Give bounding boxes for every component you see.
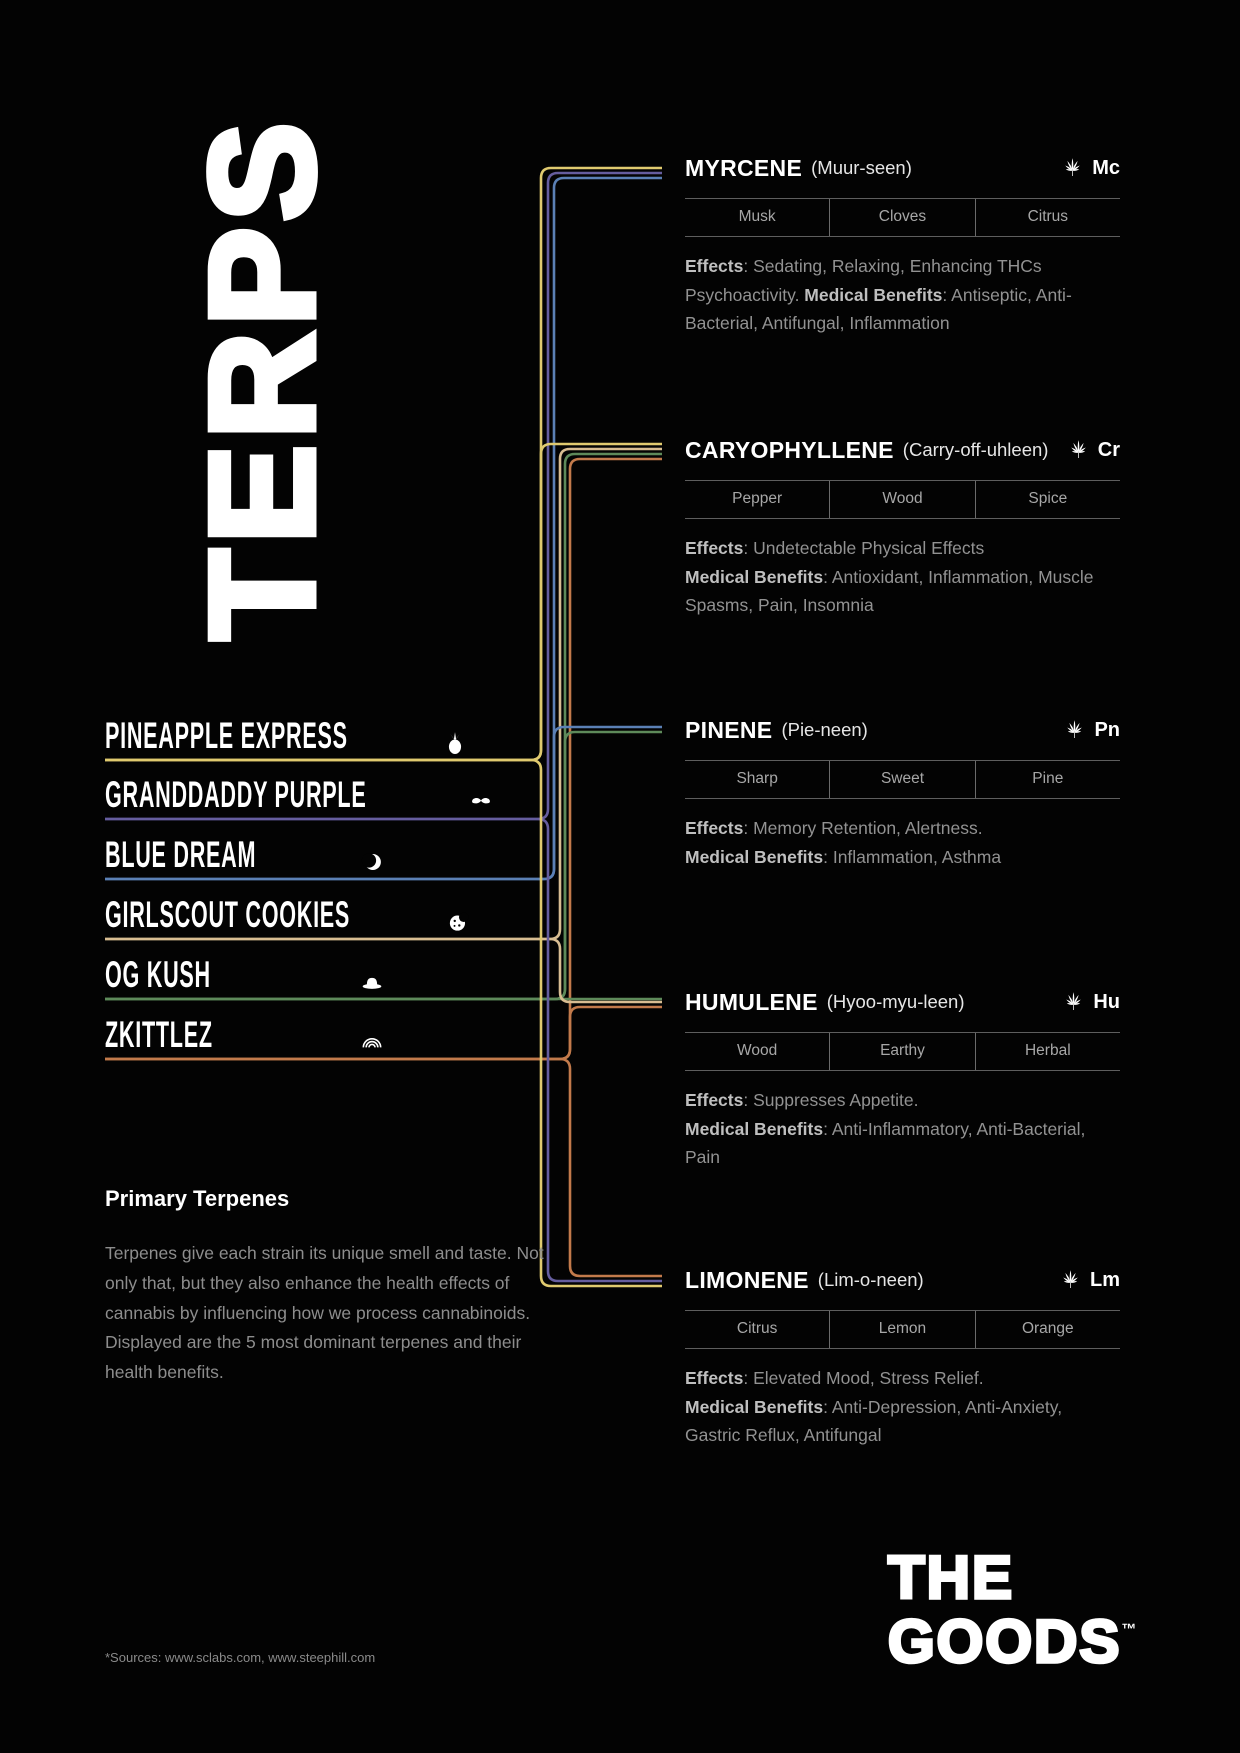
strain-label-blue-dream: BLUE DREAM [105,834,257,876]
about-block [105,1186,550,1388]
terpene-header [685,428,1120,472]
poster-title [98,116,428,640]
flavor-table-limonene [685,1310,1120,1349]
flavor-cell-pinene-2: Pine [975,761,1120,798]
strain-label-granddaddy-purple: GRANDDADDY PURPLE [105,774,367,816]
terpene-section-pinene [685,708,1120,871]
effects-label: Effects [685,538,744,558]
flavor-cell-myrcene-1: Cloves [829,199,974,236]
terpene-pronunciation: (Carry-off-uhleen) [902,439,1049,460]
pineapple-icon [442,730,468,756]
cannabis-leaf-icon [1060,156,1085,181]
strain-label-zkittlez: ZKITTLEZ [105,1014,213,1056]
strain-label-pineapple-express: PINEAPPLE EXPRESS [105,715,348,757]
crescent-moon-icon [359,849,385,875]
terpene-symbol [1061,980,1120,1024]
terpene-abbreviation: Cr [1097,438,1120,461]
flavor-table-caryophyllene [685,480,1120,519]
flavor-cell-limonene-1: Lemon [829,1311,974,1348]
strain-row-zkittlez [105,1011,385,1057]
terpene-symbol [1060,146,1120,190]
cannabis-leaf-icon [1061,990,1086,1015]
about-heading: Primary Terpenes [105,1186,290,1211]
flavor-cell-myrcene-0: Musk [738,208,776,225]
flavor-cell-myrcene-2: Citrus [975,199,1120,236]
terpene-name: CARYOPHYLLENE [685,436,894,463]
rainbow-icon [359,1029,385,1055]
trademark-symbol: ™ [1121,1621,1137,1638]
cannabis-leaf-icon [1062,718,1087,743]
strain-label-girlscout-cookies: GIRLSCOUT COOKIES [105,894,351,936]
terpene-section-humulene [685,980,1120,1172]
cannabis-leaf-icon [1066,438,1091,463]
terpene-header [685,1258,1120,1302]
flavor-cell-humulene-1: Earthy [829,1033,974,1070]
terpene-name: PINENE [685,716,773,743]
flavor-table-myrcene [685,198,1120,237]
strain-row-granddaddy-purple [105,771,385,817]
flavor-cell-pinene-0: Sharp [736,770,778,787]
flavor-cell-limonene-0: Citrus [736,1320,778,1337]
terpene-description-humulene: Effects: Suppresses Appetite. Medical Benefits: Anti-Inflammatory, Anti-Bacterial, Pain [685,1090,1086,1168]
brand-line-1: THE [888,1544,1014,1611]
cannabis-leaf-icon [1058,1268,1083,1293]
fedora-hat-icon [359,969,385,995]
terpene-abbreviation: Mc [1092,156,1120,179]
terpene-name: MYRCENE [685,154,803,181]
sources-note: *Sources: www.sclabs.com, www.steephill.com [105,1650,376,1665]
terpene-section-limonene [685,1258,1120,1450]
terpene-abbreviation: Hu [1093,990,1120,1013]
strain-row-girlscout-cookies [105,891,385,937]
effects-label: Effects [685,256,744,276]
about-body: Terpenes give each strain its unique smell and taste. Not only that, but they also enhance the health effects of cannabis by influencing how we process cannabinoids. Displayed are the 5 most dominant terpenes and their health benefits. [105,1243,544,1382]
strain-label-og-kush: OG KUSH [105,954,211,996]
terpene-description-myrcene: Effects: Sedating, Relaxing, Enhancing THCs Psychoactivity. Medical Benefits: Antiseptic, Anti-Bacterial, Antifungal, Inflammation [685,256,1072,334]
terpene-name: LIMONENE [685,1266,809,1293]
benefits-label: Medical Benefits [685,1396,824,1417]
terpene-pronunciation: (Pie-neen) [781,719,868,740]
mustache-icon [468,789,494,815]
flavor-cell-pinene-1: Sweet [829,761,974,798]
terpene-section-caryophyllene [685,428,1120,620]
terpene-header [685,980,1120,1024]
benefits-label: Medical Benefits [685,566,824,587]
terpene-abbreviation: Lm [1090,1268,1120,1291]
terpene-header [685,708,1120,752]
terpene-symbol [1062,708,1120,752]
terpene-symbol [1058,1258,1120,1302]
strain-row-pineapple-express [105,712,385,758]
effects-label: Effects [685,1090,744,1110]
poster-title-text: TERPS [180,116,345,640]
terpene-pronunciation: (Lim-o-neen) [817,1269,924,1290]
brand-line-2: GOODS™ [888,1608,1137,1675]
strain-row-blue-dream [105,831,385,877]
flavor-table-pinene [685,760,1120,799]
benefits-label: Medical Benefits [685,846,824,867]
cookie-icon [445,909,471,935]
effects-label: Effects [685,1368,744,1388]
terpene-header [685,146,1120,190]
flavor-cell-humulene-0: Wood [737,1042,778,1059]
benefits-label: Medical Benefits [804,284,943,305]
terpene-description-pinene: Effects: Memory Retention, Alertness. Medical Benefits: Inflammation, Asthma [685,818,1002,867]
terpene-description-limonene: Effects: Elevated Mood, Stress Relief. Medical Benefits: Anti-Depression, Anti-Anxiety, Gastric Reflux, Antifungal [685,1368,1063,1446]
brand-logo [888,1544,1137,1675]
benefits-label: Medical Benefits [685,1118,824,1139]
terpene-section-myrcene [685,146,1120,338]
effects-label: Effects [685,818,744,838]
terpene-name: HUMULENE [685,988,818,1015]
flavor-cell-limonene-2: Orange [975,1311,1120,1348]
terpene-abbreviation: Pn [1094,718,1120,741]
flavor-cell-caryophyllene-0: Pepper [732,490,783,507]
strain-row-og-kush [105,951,385,997]
terpene-pronunciation: (Hyoo-myu-leen) [826,991,965,1012]
terpene-description-caryophyllene: Effects: Undetectable Physical Effects Medical Benefits: Antioxidant, Inflammation, Muscle Spasms, Pain, Insomnia [685,538,1094,616]
flavor-cell-humulene-2: Herbal [975,1033,1120,1070]
flavor-cell-caryophyllene-2: Spice [975,481,1120,518]
terpene-pronunciation: (Muur-seen) [811,157,912,178]
flavor-cell-caryophyllene-1: Wood [829,481,974,518]
flavor-table-humulene [685,1032,1120,1071]
terpene-symbol [1066,428,1120,472]
